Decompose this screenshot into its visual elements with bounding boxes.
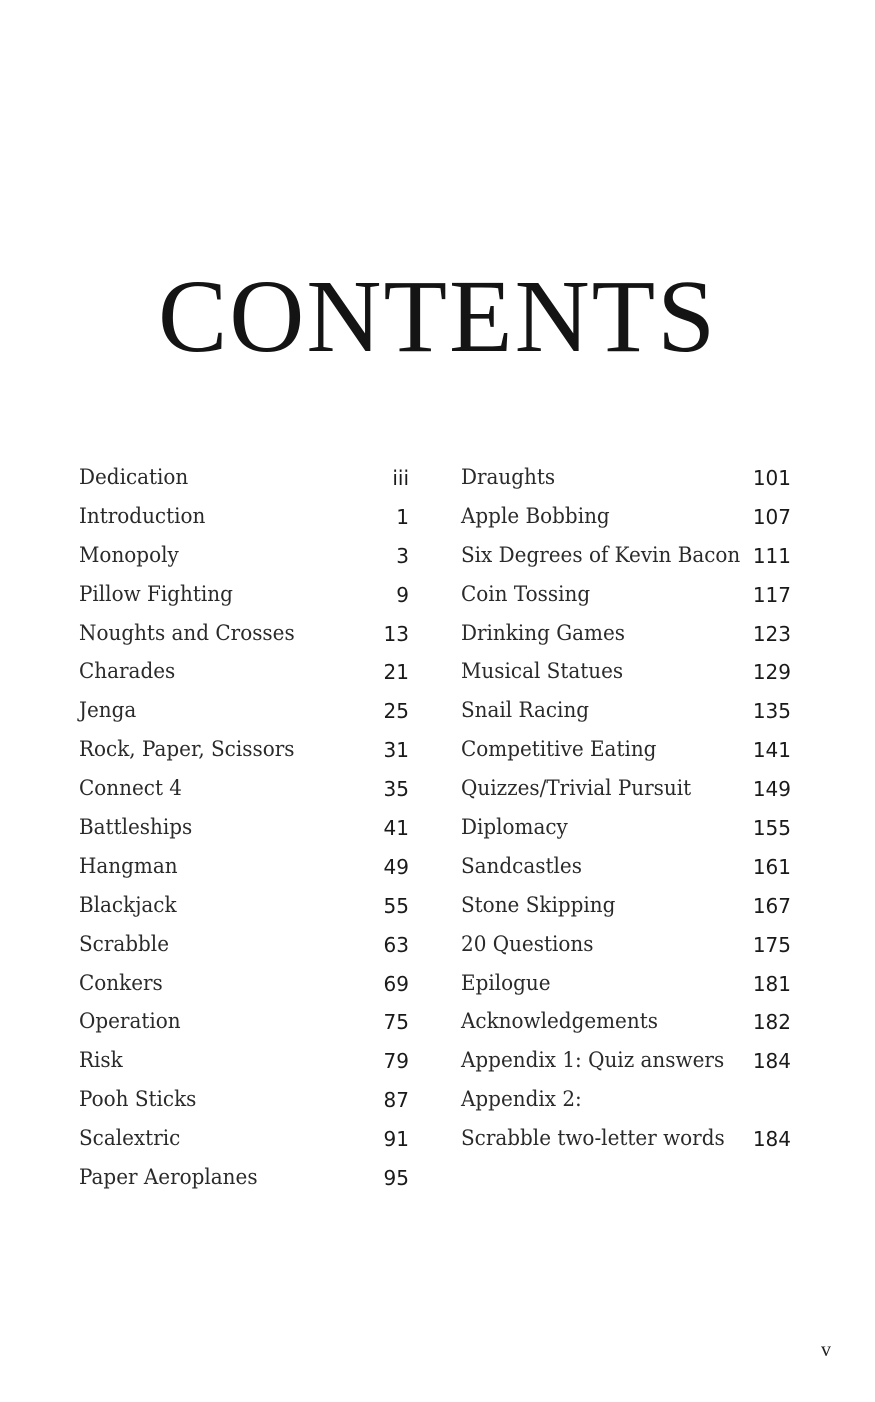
toc-entry-title: Introduction	[79, 503, 206, 528]
toc-entry-title: Diplomacy	[461, 815, 568, 840]
toc-entry-page: 107	[752, 504, 791, 529]
toc-entry-title: Charades	[79, 659, 176, 684]
contents-column-right	[461, 461, 791, 1161]
toc-entry-page: 69	[383, 971, 409, 996]
toc-entry-page: 111	[752, 543, 791, 568]
toc-entry-title: Scrabble	[79, 931, 170, 956]
toc-entry	[79, 1044, 409, 1083]
toc-entry	[461, 655, 791, 694]
toc-entry-title: Dedication	[79, 465, 189, 489]
toc-entry-page: 41	[383, 816, 409, 841]
toc-entry-title: Competitive Eating	[461, 737, 657, 762]
toc-entry-page: 31	[383, 738, 409, 763]
toc-entry	[79, 889, 409, 928]
toc-entry	[79, 1083, 409, 1122]
toc-entry-title: Snail Racing	[461, 698, 590, 723]
page-title: CONTENTS	[157, 259, 718, 374]
toc-entry	[79, 1161, 409, 1200]
toc-entry-title: Scalextric	[79, 1126, 181, 1151]
toc-entry	[79, 617, 409, 656]
toc-entry-page: 184	[752, 1127, 791, 1152]
toc-entry	[461, 811, 791, 850]
toc-entry-title: 20 Questions	[461, 931, 594, 956]
toc-entry-page: 87	[383, 1088, 409, 1113]
toc-entry-title: Sandcastles	[461, 853, 582, 878]
toc-entry	[461, 772, 791, 811]
toc-entry-page: 49	[383, 854, 409, 879]
toc-entry-page: 101	[752, 466, 791, 490]
toc-entry-title: Pillow Fighting	[79, 581, 233, 606]
toc-entry	[461, 578, 791, 617]
toc-entry-page: 75	[383, 1010, 409, 1035]
toc-entry-title: Rock, Paper, Scissors	[79, 737, 295, 762]
toc-entry-title: Risk	[79, 1048, 123, 1073]
toc-entry-title: Musical Statues	[461, 659, 624, 684]
toc-entry-title: Apple Bobbing	[461, 503, 610, 528]
toc-entry-title: Stone Skipping	[461, 892, 616, 917]
toc-entry	[461, 1044, 791, 1083]
toc-entry-page: 123	[752, 621, 791, 646]
toc-entry	[79, 694, 409, 733]
toc-entry	[79, 1005, 409, 1044]
toc-entry-title: Noughts and Crosses	[79, 620, 295, 645]
toc-entry-title: Acknowledgements	[461, 1009, 658, 1034]
toc-entry	[461, 617, 791, 656]
toc-entry-title: Appendix 1: Quiz answers	[461, 1048, 725, 1073]
toc-entry-page: 63	[383, 932, 409, 957]
toc-entry	[461, 461, 791, 500]
toc-entry	[79, 811, 409, 850]
toc-entry	[461, 733, 791, 772]
toc-entry	[79, 461, 409, 500]
toc-entry	[461, 928, 791, 967]
toc-entry-page: 25	[383, 699, 409, 724]
toc-entry	[79, 539, 409, 578]
toc-entry	[79, 928, 409, 967]
toc-entry	[79, 772, 409, 811]
toc-entry-title: Appendix 2:	[461, 1087, 582, 1112]
toc-entry-title: Connect 4	[79, 776, 183, 801]
toc-entry-title: Quizzes/Trivial Pursuit	[461, 776, 692, 801]
toc-entry	[79, 655, 409, 694]
toc-entry-page: 155	[752, 816, 791, 841]
toc-entry-page: 55	[383, 893, 409, 918]
toc-entry	[461, 694, 791, 733]
toc-entry	[461, 1122, 791, 1161]
toc-entry	[461, 1005, 791, 1044]
toc-entry-page: 95	[383, 1166, 409, 1191]
toc-entry-page: 181	[752, 971, 791, 996]
toc-entry-page: 35	[383, 777, 409, 802]
toc-entry-page: 175	[752, 932, 791, 957]
toc-entry-page: 135	[752, 699, 791, 724]
toc-entry-page: 3	[396, 543, 409, 568]
contents-column-left	[79, 461, 409, 1200]
toc-entry-title: Hangman	[79, 853, 178, 878]
toc-entry-page: 1	[396, 504, 409, 529]
toc-entry-title: Scrabble two-letter words	[461, 1126, 725, 1151]
toc-entry-title: Battleships	[79, 815, 193, 840]
toc-entry-page: 149	[752, 777, 791, 802]
toc-entry-page: 182	[752, 1010, 791, 1035]
toc-entry-title: Coin Tossing	[461, 581, 591, 606]
toc-entry-page: 21	[383, 660, 409, 685]
toc-entry	[461, 500, 791, 539]
toc-entry-title: Blackjack	[79, 892, 177, 917]
toc-entry-title: Epilogue	[461, 970, 551, 995]
toc-entry-page: 141	[752, 738, 791, 763]
toc-entry	[461, 539, 791, 578]
toc-entry	[79, 967, 409, 1006]
toc-entry	[79, 500, 409, 539]
toc-entry-page: 91	[383, 1127, 409, 1152]
toc-entry-title: Jenga	[79, 698, 137, 723]
toc-entry	[79, 578, 409, 617]
toc-entry-page: iii	[392, 466, 409, 490]
toc-entry	[461, 967, 791, 1006]
toc-entry-title: Draughts	[461, 465, 556, 489]
toc-entry-title: Six Degrees of Kevin Bacon	[461, 542, 741, 567]
toc-entry-title: Pooh Sticks	[79, 1087, 197, 1112]
toc-entry-page: 184	[752, 1049, 791, 1074]
toc-entry	[461, 850, 791, 889]
page-number: v	[821, 1339, 831, 1361]
toc-entry-title: Drinking Games	[461, 620, 625, 645]
toc-entry	[79, 733, 409, 772]
toc-entry	[79, 850, 409, 889]
toc-entry	[461, 889, 791, 928]
toc-entry-title: Conkers	[79, 970, 163, 995]
toc-entry	[79, 1122, 409, 1161]
toc-entry-page: 9	[396, 582, 409, 607]
toc-entry-title: Monopoly	[79, 542, 179, 567]
toc-entry-page: 13	[383, 621, 409, 646]
toc-entry	[461, 1083, 791, 1122]
toc-entry-page: 167	[752, 893, 791, 918]
toc-entry-title: Operation	[79, 1009, 181, 1034]
toc-entry-page: 161	[752, 854, 791, 879]
toc-entry-page: 117	[752, 582, 791, 607]
toc-entry-page: 79	[383, 1049, 409, 1074]
toc-entry-page: 129	[752, 660, 791, 685]
toc-entry-title: Paper Aeroplanes	[79, 1165, 258, 1190]
